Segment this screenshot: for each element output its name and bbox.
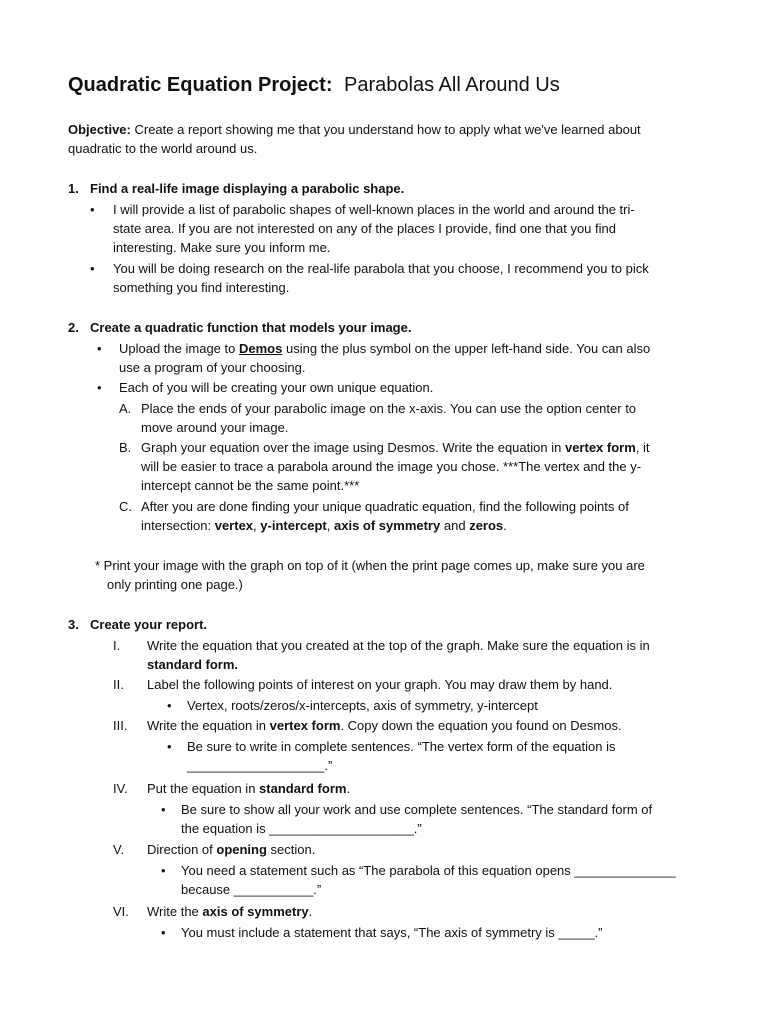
item-iii-bullet-line2: ___________________.”: [187, 758, 333, 773]
item-i-line1: Write the equation that you created at the top of the graph. Make sure the equation is in: [147, 638, 650, 653]
bullet-icon: •: [97, 341, 102, 356]
s2-bullet1-line2: use a program of your choosing.: [119, 360, 306, 375]
item-vi-text-c: .: [308, 904, 313, 919]
item-b-text-a: Graph your equation over the image using Desmos. Write the equation in: [141, 440, 562, 455]
item-v-line1: [147, 842, 315, 858]
item-b-line2: will be easier to trace a parabola around the image you chose. ***The vertex and the y-: [141, 459, 642, 474]
item-iii-vertex-form: vertex form: [269, 718, 341, 733]
s1-bullet1-line2: state area. If you are not interested on any of the places I provide, find one that you find: [113, 221, 616, 236]
print-note-line1: * Print your image with the graph on top of it (when the print page comes up, make sure you are: [95, 558, 645, 573]
item-a-line2: move around your image.: [141, 420, 289, 435]
item-b-text-c: , it: [635, 440, 650, 455]
item-vi-axis-of-symmetry: axis of symmetry: [202, 904, 309, 919]
item-iii-text-c: . Copy down the equation you found on Desmos.: [340, 718, 622, 733]
s1-bullet2-line1: You will be doing research on the real-life parabola that you choose, I recommend you to pick: [113, 261, 649, 276]
bullet-icon: •: [161, 925, 166, 940]
item-a-line1: Place the ends of your parabolic image on the x-axis. You can use the option center to: [141, 401, 637, 416]
item-vi-line1: [147, 904, 312, 920]
section-3-number: 3.: [68, 617, 79, 632]
s1-bullet1-line1: I will provide a list of parabolic shapes of well-known places in the world and around the tri-: [113, 202, 635, 217]
title-sub: Parabolas All Around Us: [344, 74, 560, 96]
item-iv-text-a: Put the equation in: [147, 781, 256, 796]
objective-line-2: quadratic to the world around us.: [68, 141, 258, 156]
item-v-bullet-line2: because ___________.”: [181, 882, 322, 897]
s2-bullet1-text-a: Upload the image to: [119, 341, 236, 356]
item-b-vertex-form: vertex form: [564, 440, 636, 455]
item-iv-mark: IV.: [113, 781, 128, 796]
item-b-line1: [141, 440, 650, 456]
bullet-icon: •: [161, 802, 166, 817]
item-ii-line1: Label the following points of interest on your graph. You may draw them by hand.: [147, 677, 613, 692]
objective-label: Objective:: [68, 122, 131, 137]
s2-bullet2: Each of you will be creating your own unique equation.: [119, 380, 434, 395]
bullet-icon: •: [90, 261, 95, 276]
item-i-mark: I.: [113, 638, 121, 653]
page-title: [68, 72, 560, 98]
item-c-vertex: vertex: [214, 518, 254, 533]
bullet-icon: •: [97, 380, 102, 395]
item-iii-text-a: Write the equation in: [147, 718, 266, 733]
item-iv-standard-form: standard form: [259, 781, 347, 796]
item-c-zeros: zeros: [469, 518, 504, 533]
bullet-icon: •: [90, 202, 95, 217]
item-vi-bullet: You must include a statement that says, “The axis of symmetry is _____.”: [181, 925, 603, 940]
title-main: Quadratic Equation Project:: [68, 74, 333, 96]
item-iv-line1: [147, 781, 350, 797]
item-c-mark: C.: [119, 499, 132, 514]
section-1-heading: Find a real-life image displaying a parabolic shape.: [90, 181, 405, 196]
item-ii-bullet: Vertex, roots/zeros/x-intercepts, axis of symmetry, y-intercept: [187, 698, 538, 713]
item-c-line1: After you are done finding your unique quadratic equation, find the following points of: [141, 499, 629, 514]
section-3-heading: Create your report.: [90, 617, 208, 632]
s2-bullet1-text-b: using the plus symbol on the upper left-hand side. You can also: [285, 341, 651, 356]
bullet-icon: •: [167, 739, 172, 754]
item-vi-text-a: Write the: [147, 904, 199, 919]
section-2-number: 2.: [68, 320, 79, 335]
section-1-number: 1.: [68, 181, 79, 196]
item-v-text-a: Direction of: [147, 842, 213, 857]
item-c-period: .: [503, 518, 507, 533]
bullet-icon: •: [167, 698, 172, 713]
item-a-mark: A.: [119, 401, 132, 416]
demos-link[interactable]: Demos: [238, 341, 283, 356]
bullet-icon: •: [161, 863, 166, 878]
item-iv-bullet-line2: the equation is ____________________.”: [181, 821, 422, 836]
item-iii-mark: III.: [113, 718, 128, 733]
section-2-heading: Create a quadratic function that models your image.: [90, 320, 412, 335]
item-b-line3: intercept cannot be the same point.***: [141, 478, 360, 493]
item-c-comma-2: ,: [326, 518, 331, 533]
s1-bullet1-line3: interesting. Make sure you inform me.: [113, 240, 331, 255]
objective-line-1: [68, 122, 641, 138]
item-v-mark: V.: [113, 842, 125, 857]
item-c-and: and: [443, 518, 466, 533]
objective-text-1: Create a report showing me that you understand how to apply what we've learned about: [134, 122, 641, 137]
item-iv-text-c: .: [346, 781, 351, 796]
item-ii-mark: II.: [113, 677, 124, 692]
item-vi-mark: VI.: [113, 904, 129, 919]
item-v-bullet-line1: You need a statement such as “The parabola of this equation opens ______________: [181, 863, 676, 878]
s2-bullet1-line1: [119, 341, 650, 357]
item-c-line2: [141, 518, 507, 534]
item-v-text-c: section.: [270, 842, 316, 857]
item-v-opening: opening: [216, 842, 267, 857]
item-c-text-a: intersection:: [141, 518, 212, 533]
item-c-y-intercept: y-intercept: [260, 518, 327, 533]
item-b-mark: B.: [119, 440, 132, 455]
s1-bullet2-line2: something you find interesting.: [113, 280, 290, 295]
print-note-line2: only printing one page.): [107, 577, 243, 592]
item-i-line2: standard form.: [147, 657, 239, 672]
item-iii-bullet-line1: Be sure to write in complete sentences. “The vertex form of the equation is: [187, 739, 616, 754]
item-iii-line1: [147, 718, 622, 734]
item-c-comma-1: ,: [253, 518, 257, 533]
item-c-axis-of-symmetry: axis of symmetry: [334, 518, 441, 533]
item-iv-bullet-line1: Be sure to show all your work and use complete sentences. “The standard form of: [181, 802, 653, 817]
